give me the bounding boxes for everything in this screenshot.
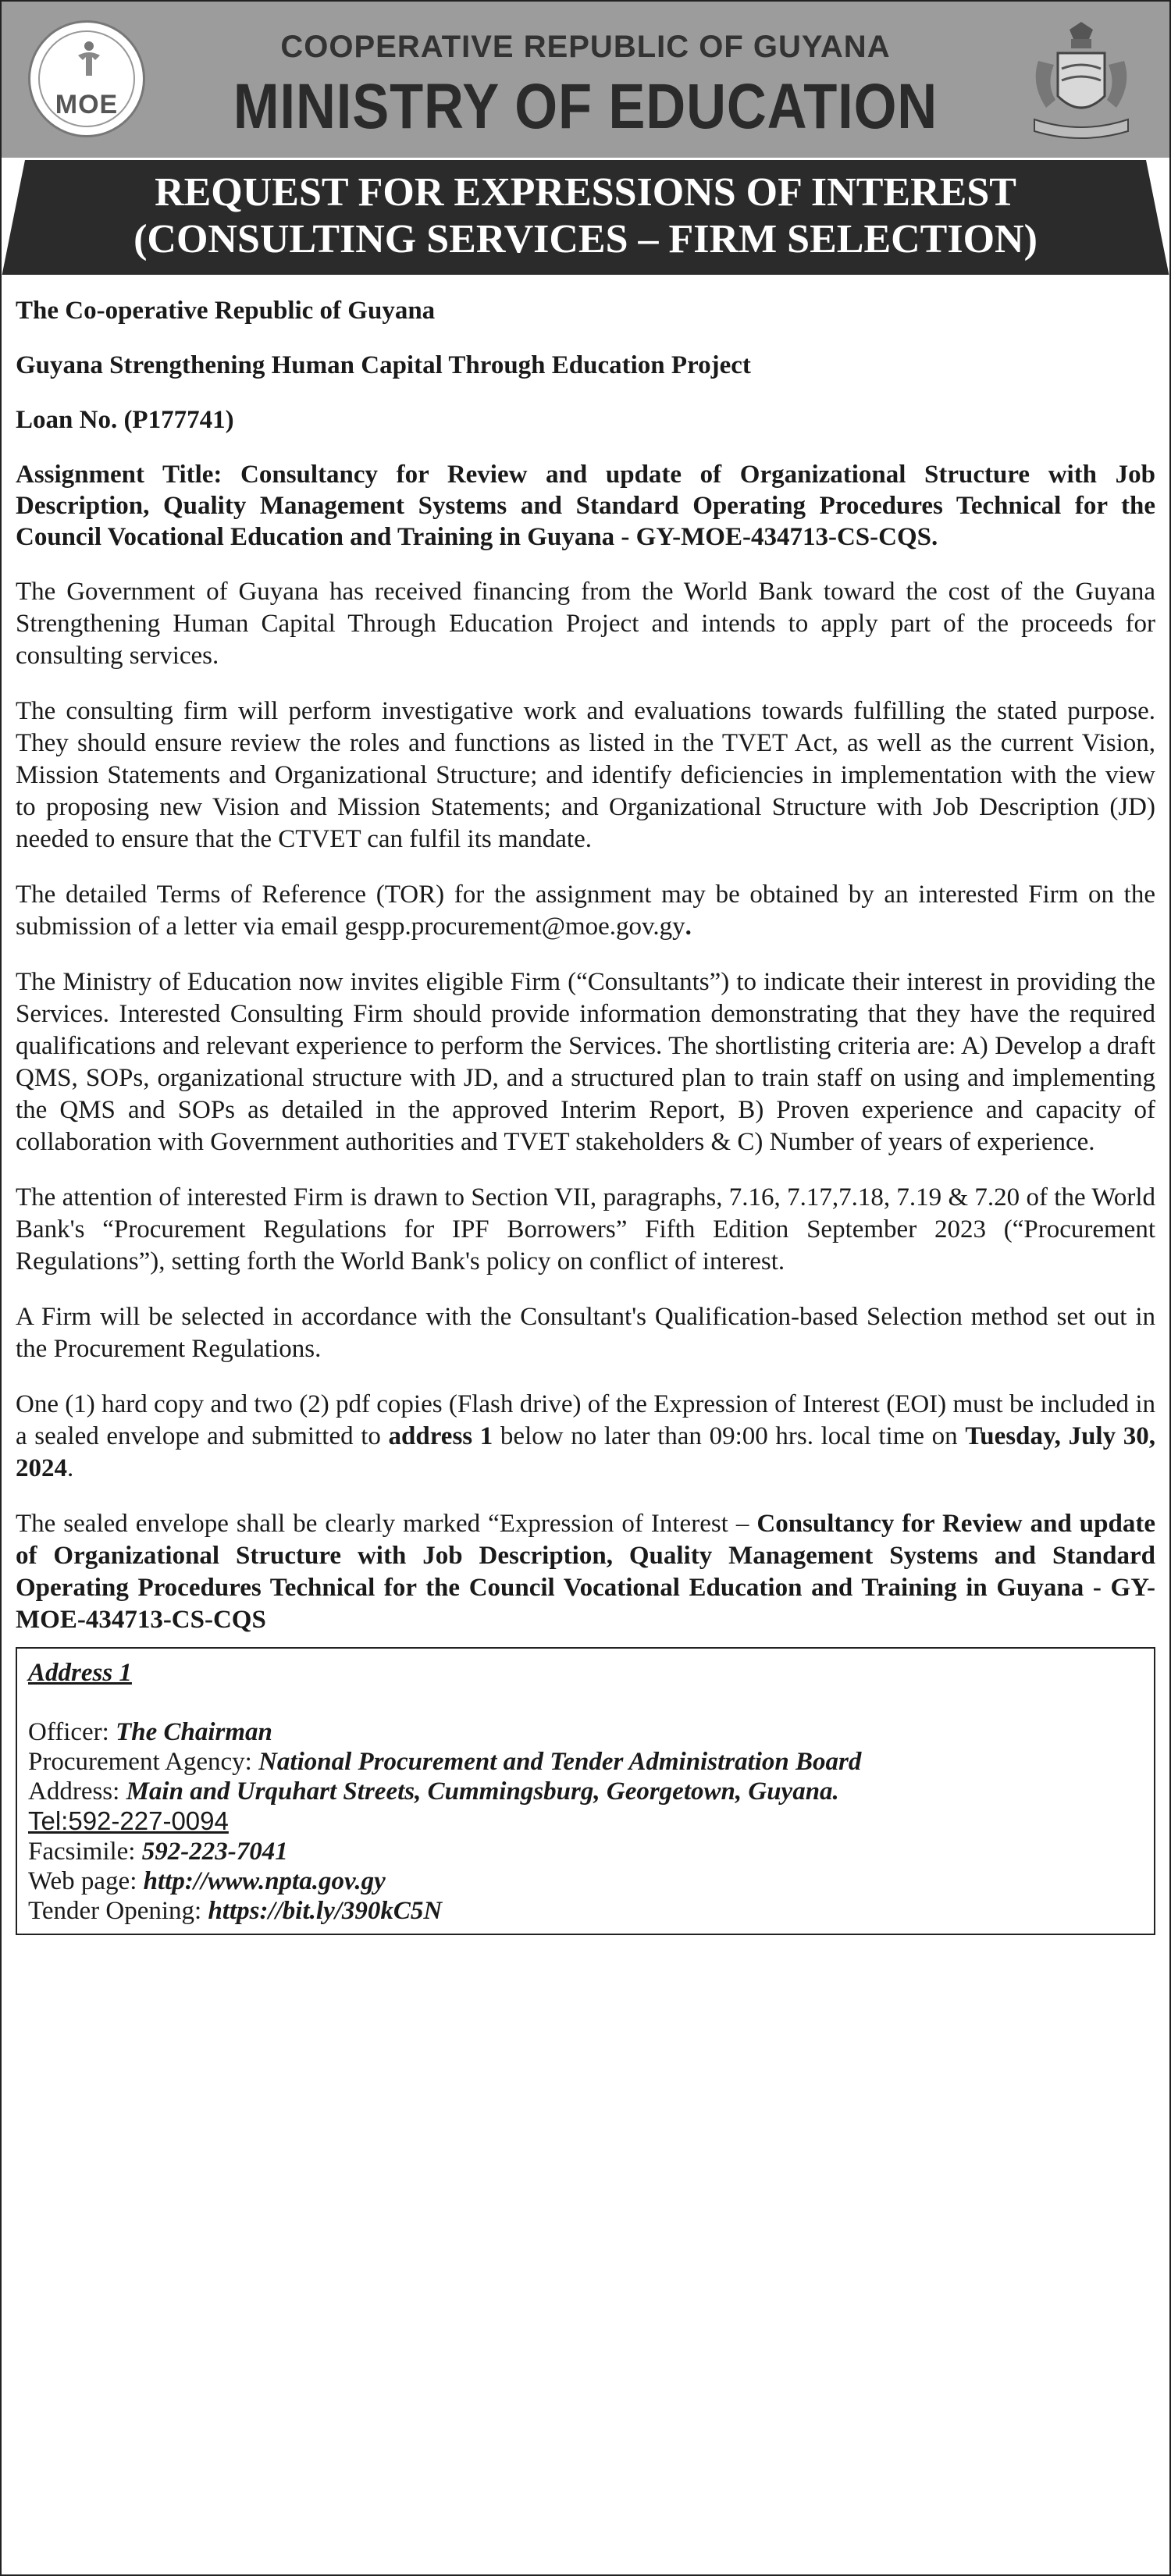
agency-value: National Procurement and Tender Administration Board [258,1748,862,1776]
header [2,2,1169,158]
paragraph-scope: The consulting firm will perform investigative work and evaluations towards fulfilling the stated purpose. They should ensure review the roles and functions as listed in the TVET Act, as well as the current Vision, Mission Statements and Organizational Structure; and identify deficiencies in implementation with the view to proposing new Vision and Mission Statements; and Organizational Structure with Job Description (JD) needed to ensure that the CTVET can fulfil its mandate. [16,697,1155,853]
title-banner [2,158,1169,275]
intro-loan: Loan No. (P177741) [16,406,234,434]
intro-project: Guyana Strengthening Human Capital Through Education Project [16,351,751,379]
street-row [28,1777,1143,1806]
opening-label: Tender Opening: [28,1897,208,1925]
paragraph-tor [16,879,1155,943]
coat-of-arms-icon [1023,22,1140,147]
paragraph-submission [16,1389,1155,1485]
opening-row [28,1896,1143,1926]
paragraph-selection: A Firm will be selected in accordance with the Consultant's Qualification-based Selection method set out in the Procurement Regulations. [16,1303,1155,1363]
officer-row [28,1717,1143,1747]
tor-period: . [685,913,692,941]
telephone-link[interactable]: Tel:592-227-0094 [28,1806,229,1835]
web-link[interactable]: http://www.npta.gov.gy [143,1867,386,1895]
envelope-title: Consultancy for Review and update of Organizational Structure with Job Description, Quality Management Systems and Standard Operating Procedures Technical for the Council Vocational Education and Training in Guyana - GY-MOE-434713-CS-CQS [16,1510,1156,1634]
submission-date: Tuesday, July 30, 2024 [16,1422,1155,1482]
address-value: Main and Urquhart Streets, Cummingsburg, Georgetown, Guyana. [126,1777,839,1806]
web-row [28,1866,1143,1896]
address-box [16,1647,1155,1935]
address-label: Address: [28,1777,126,1806]
banner-corner-right [1146,160,1169,277]
officer-label: Officer: [28,1718,116,1746]
notice-body [2,275,1169,1935]
banner-corner-left [2,160,25,277]
web-label: Web page: [28,1867,144,1895]
banner-line-2: (CONSULTING SERVICES – FIRM SELECTION) [133,217,1038,262]
ministry-heading: MINISTRY OF EDUCATION [233,71,938,142]
logo-text: MOE [55,90,119,119]
paragraph-financing: The Government of Guyana has received financing from the World Bank toward the cost of the Guyana Strengthening Human Capital Through Education Project and intends to apply part of the proceeds for consulting services. [16,578,1155,670]
submission-text-b: below no later than 09:00 hrs. local time on [493,1422,966,1450]
agency-label: Procurement Agency: [28,1748,259,1776]
tor-text: The detailed Terms of Reference (TOR) for the assignment may be obtained by an interested Firm on the submission of a letter via email gespp.procurement@moe.gov.gy [16,881,1155,941]
officer-value: The Chairman [116,1718,272,1746]
agency-row [28,1747,1143,1777]
fax-row [28,1837,1143,1866]
submission-address: address 1 [388,1422,493,1450]
fax-label: Facsimile: [28,1838,142,1866]
paragraph-invitation: The Ministry of Education now invites eligible Firm (“Consultants”) to indicate their interest in providing the Services. Interested Consulting Firm should provide information demonstrating that they have the required qualifications and relevant experience to perform the Services. The shortlisting criteria are: A) Develop a draft QMS, SOPs, organizational structure with JD, and a structured plan to train staff on using and implementing the QMS and SOPs as detailed in the approved Interim Report, B) Proven experience and capacity of collaboration with Government authorities and TVET stakeholders & C) Number of years of experience. [16,968,1155,1156]
paragraph-envelope [16,1508,1155,1636]
banner-line-1: REQUEST FOR EXPRESSIONS OF INTEREST [155,170,1016,215]
paragraph-conflict: The attention of interested Firm is drawn to Section VII, paragraphs, 7.16, 7.17,7.18, 7.19 & 7.20 of the World Bank's “Procurement Regulations for IPF Borrowers” Fifth Edition September 2023 (“Procurement Regulations”), setting forth the World Bank's policy on conflict of interest. [16,1183,1155,1276]
envelope-text: The sealed envelope shall be clearly marked “Expression of Interest – [16,1510,757,1538]
intro-country: The Co-operative Republic of Guyana [16,297,436,325]
submission-text-c: . [67,1454,74,1482]
assignment-title: Assignment Title: Consultancy for Review and update of Organizational Structure with Job Description, Quality Management Systems and Standard Operating Procedures Technical for the Council Vocational Education and Training in Guyana - GY-MOE-434713-CS-CQS. [16,461,1155,551]
opening-link[interactable]: https://bit.ly/390kC5N [208,1897,443,1925]
submission-text-a: One (1) hard copy and two (2) pdf copies (Flash drive) of the Expression of Interest (EOI) must be included in a sealed envelope and submitted to [16,1390,1155,1450]
country-heading: COOPERATIVE REPUBLIC OF GUYANA [280,30,891,64]
fax-value: 592-223-7041 [141,1838,288,1866]
tel-row [28,1806,1143,1837]
address-heading: Address 1 [28,1659,132,1687]
